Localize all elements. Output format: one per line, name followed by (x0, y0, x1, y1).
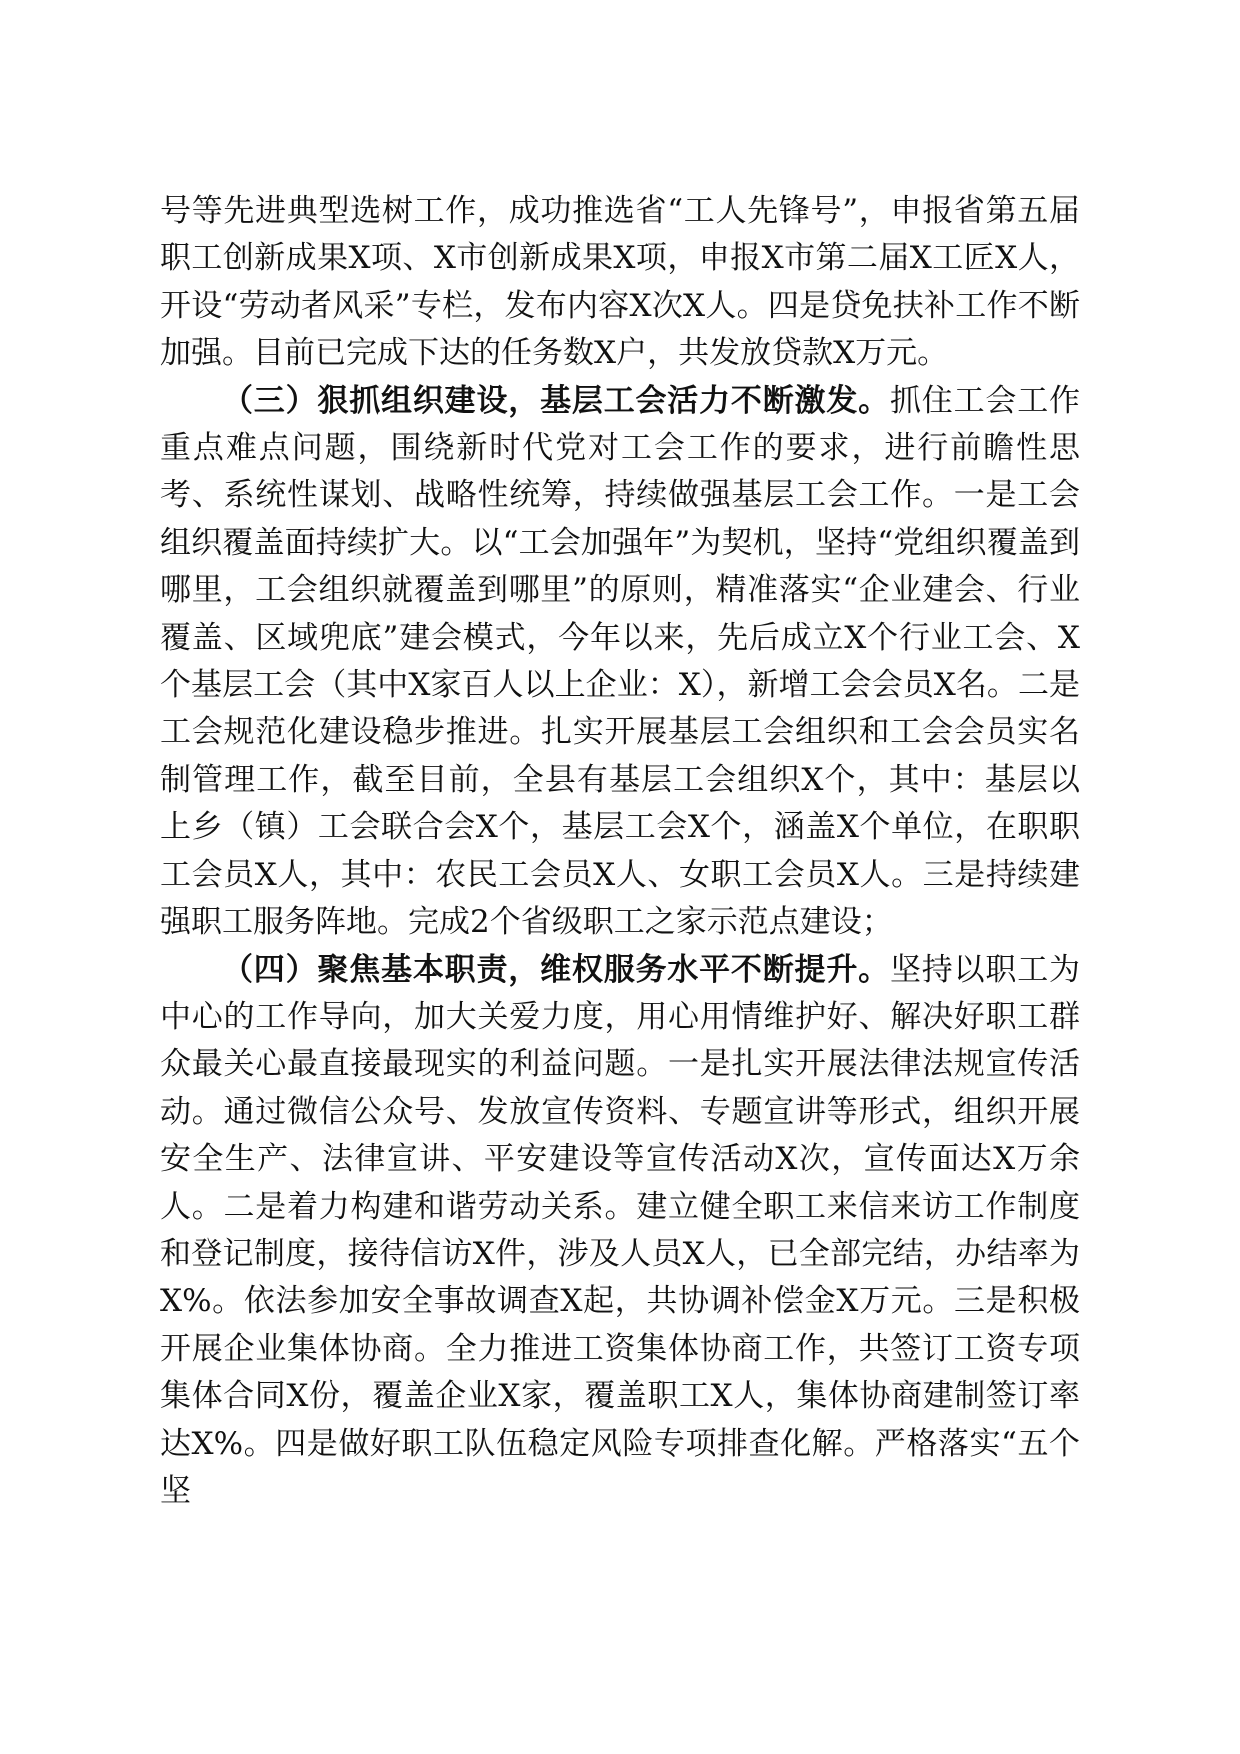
paragraph-body: 抓住工会工作重点难点问题，围绕新时代党对工会工作的要求，进行前瞻性思考、系统性谋划、战略性统筹，持续做强基层工会工作。一是工会组织覆盖面持续扩大。以“工会加强年”为契机，坚持“党组织覆盖到哪里，工会组织就覆盖到哪里”的原则，精准落实“企业建会、行业覆盖、区域兜底”建会模式，今年以来，先后成立X个行业工会、X个基层工会（其中X家百人以上企业：X），新增工会会员X名。二是工会规范化建设稳步推进。扎实开展基层工会组织和工会会员实名制管理工作，截至目前，全县有基层工会组织X个，其中：基层以上乡（镇）工会联合会X个，基层工会X个，涵盖X个单位，在职职工会员X人，其中：农民工会员X人、女职工会员X人。三是持续建强职工服务阵地。完成2个省级职工之家示范点建设； (160, 382, 1081, 941)
section-three-paragraph (160, 378, 1080, 947)
section-four-paragraph (160, 947, 1080, 1516)
section-heading: （四）聚焦基本职责，维权服务水平不断提升。 (222, 951, 890, 988)
paragraph-continuation (160, 188, 1080, 378)
section-heading: （三）狠抓组织建设，基层工会活力不断激发。 (222, 382, 890, 419)
paragraph-body: 坚持以职工为中心的工作导向，加大关爱力度，用心用情维护好、解决好职工群众最关心最直接最现实的利益问题。一是扎实开展法律法规宣传活动。通过微信公众号、发放宣传资料、专题宣讲等形式，组织开展安全生产、法律宣讲、平安建设等宣传活动X次，宣传面达X万余人。二是着力构建和谐劳动关系。建立健全职工来信来访工作制度和登记制度，接待信访X件，涉及人员X人，已全部完结，办结率为X%。依法参加安全事故调查X起，共协调补偿金X万元。三是积极开展企业集体协商。全力推进工资集体协商工作，共签订工资专项集体合同X份，覆盖企业X家，覆盖职工X人，集体协商建制签订率达X%。四是做好职工队伍稳定风险专项排查化解。严格落实“五个坚 (160, 951, 1081, 1509)
paragraph-body: 号等先进典型选树工作，成功推选省“工人先锋号”，申报省第五届职工创新成果X项、X市创新成果X项，申报X市第二届X工匠X人，开设“劳动者风采”专栏，发布内容X次X人。四是贷免扶补工作不断加强。目前已完成下达的任务数X户，共发放贷款X万元。 (160, 193, 1080, 372)
document-page (160, 188, 1080, 1515)
